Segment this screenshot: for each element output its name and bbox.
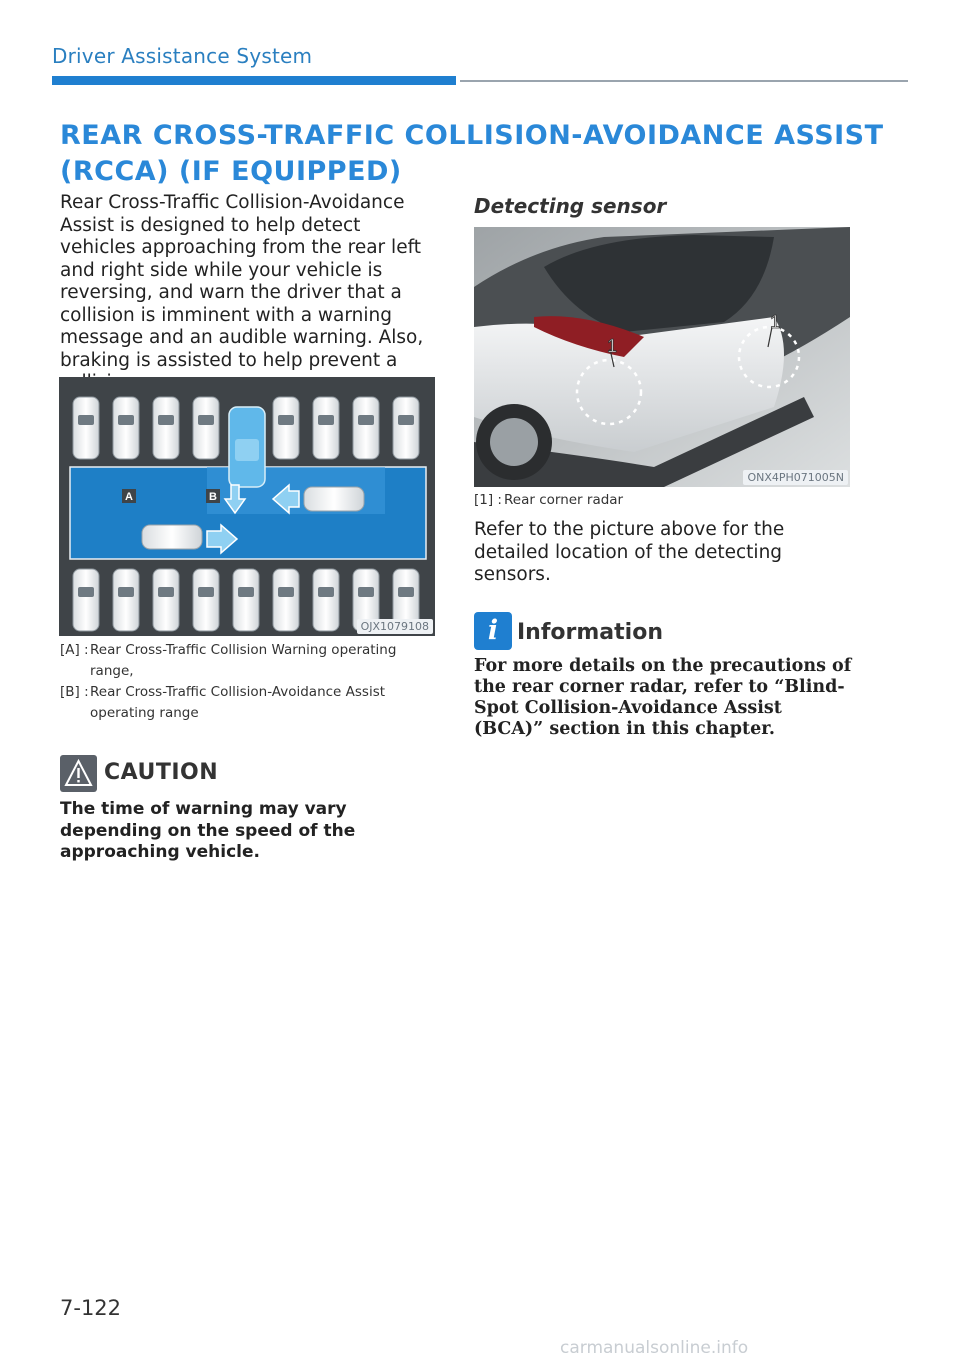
caption-text: Rear Cross-Traffic Collision Warning operating range, xyxy=(90,642,397,679)
information-title: Information xyxy=(517,620,663,645)
vehicle-rear-illustration xyxy=(474,227,850,487)
figure-caption xyxy=(474,490,854,511)
parked-car-window xyxy=(198,415,214,425)
figure-caption xyxy=(60,640,440,724)
parked-car-window xyxy=(198,587,214,597)
header-rule xyxy=(460,80,908,82)
caption-key: [1] : xyxy=(474,492,502,508)
section-label: Driver Assistance System xyxy=(52,44,313,68)
parking-lot-illustration xyxy=(59,377,435,636)
rcca-range-figure xyxy=(59,377,435,636)
parked-car xyxy=(233,569,259,631)
detecting-sensor-heading: Detecting sensor xyxy=(474,194,667,218)
parked-car-window xyxy=(358,415,374,425)
parked-car-window xyxy=(278,415,294,425)
parked-car xyxy=(393,397,419,459)
parked-car-window xyxy=(318,587,334,597)
caption-text: Rear Cross-Traffic Collision-Avoidance Assist operating range xyxy=(90,684,386,721)
parked-car-window xyxy=(78,587,94,597)
parked-car xyxy=(353,397,379,459)
parked-car xyxy=(113,397,139,459)
caption-row xyxy=(60,682,440,724)
caption-text: Rear corner radar xyxy=(504,492,624,508)
parked-car-window xyxy=(78,415,94,425)
parked-car-window xyxy=(318,415,334,425)
caption-row xyxy=(60,640,440,682)
radar-marker-left: 1 xyxy=(607,336,618,356)
parked-car-window xyxy=(278,587,294,597)
parked-car-window xyxy=(118,415,134,425)
parked-car xyxy=(273,397,299,459)
parked-car xyxy=(73,569,99,631)
range-label-b: B xyxy=(209,491,217,503)
intro-paragraph: Rear Cross-Traffic Collision-Avoidance Assist is designed to help detect vehicles approaching from the rear left and right side while your vehicle is reversing, and warn the driver that a collision is imminent with a warning message and an audible warning. Also, braking is assisted to help prevent a xyxy=(60,192,424,371)
parked-car xyxy=(153,569,179,631)
caution-text: The time of warning may vary depending on the speed of the approaching vehicle. xyxy=(60,799,356,862)
caution-title: CAUTION xyxy=(104,760,219,785)
info-icon: i xyxy=(474,612,512,650)
caption-key: [B] : xyxy=(60,684,89,700)
parked-car xyxy=(313,569,339,631)
parked-car xyxy=(153,397,179,459)
parked-car-window xyxy=(158,587,174,597)
parked-car-window xyxy=(158,415,174,425)
watermark: carmanualsonline.info xyxy=(560,1338,749,1358)
parked-car xyxy=(113,569,139,631)
parked-car-window xyxy=(358,587,374,597)
radar-marker-right: 1 xyxy=(770,312,781,332)
information-text: For more details on the precautions of the rear corner radar, refer to “Blind-Spot Collision-Avoidance Assist (BCA)” section in this chapter. xyxy=(474,656,852,739)
page-title: REAR CROSS-TRAFFIC COLLISION-AVOIDANCE ASSIST (RCCA) (IF EQUIPPED) xyxy=(60,120,884,187)
parked-car xyxy=(73,397,99,459)
parked-car-window xyxy=(398,587,414,597)
parked-car xyxy=(313,397,339,459)
warning-triangle-icon xyxy=(60,755,97,792)
approaching-vehicle-right xyxy=(304,487,364,511)
parked-car xyxy=(193,569,219,631)
approaching-vehicle-left xyxy=(142,525,202,549)
range-label-a: A xyxy=(125,491,133,503)
header-rule-accent xyxy=(52,76,456,85)
figure-code: OJX1079108 xyxy=(357,619,433,634)
figure-code: ONX4PH071005N xyxy=(743,470,848,485)
parked-car xyxy=(193,397,219,459)
parked-car-window xyxy=(398,415,414,425)
caption-key: [A] : xyxy=(60,642,89,658)
detecting-sensor-text: Refer to the picture above for the detailed location of the detecting sensors. xyxy=(474,519,785,585)
parked-car-window xyxy=(238,587,254,597)
parked-car-window xyxy=(118,587,134,597)
parked-car xyxy=(273,569,299,631)
page-number: 7-122 xyxy=(60,1296,122,1320)
rear-corner-radar-figure xyxy=(474,227,850,487)
